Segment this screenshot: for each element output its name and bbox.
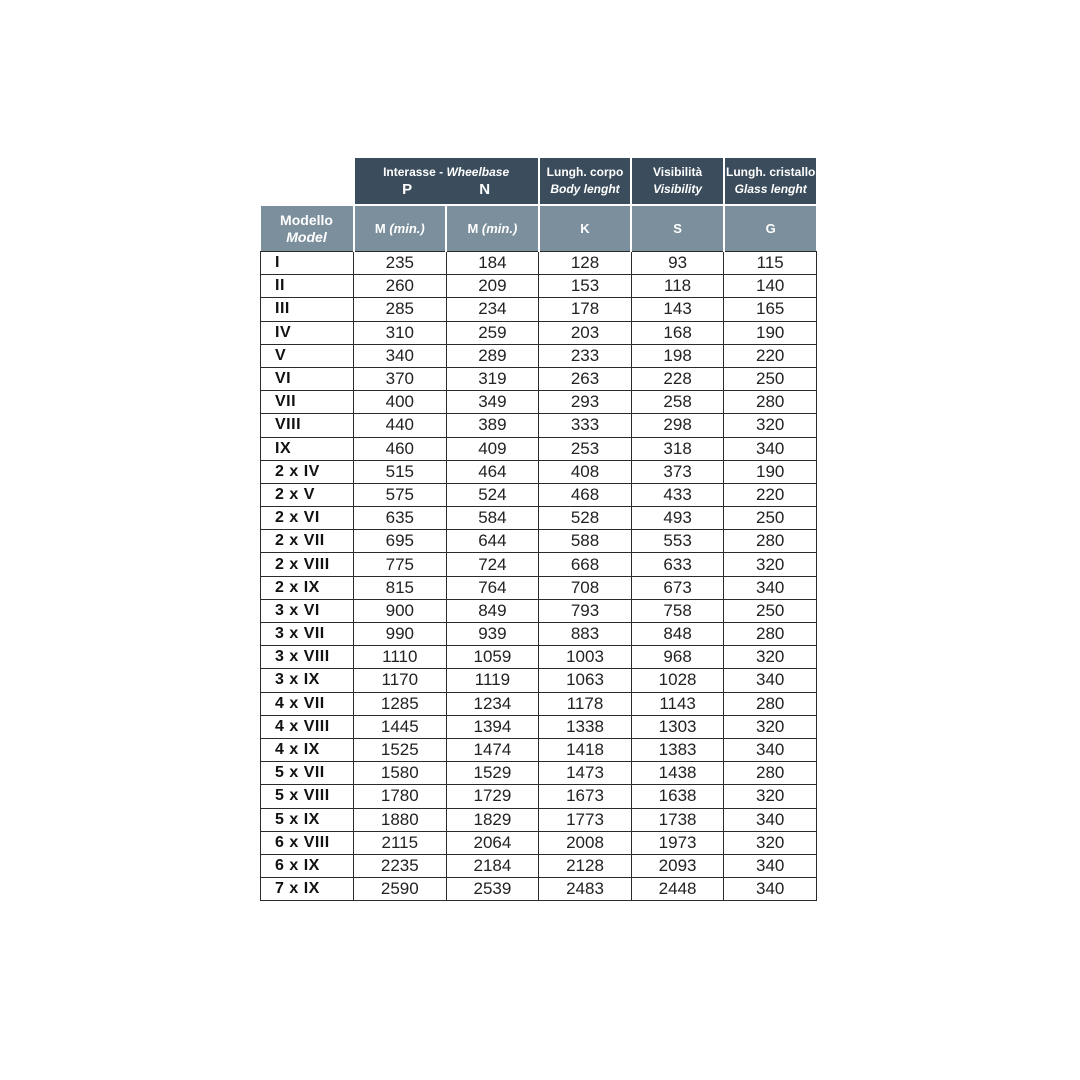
header-model (261, 205, 354, 252)
cell-model: 4 x VII (261, 692, 354, 715)
table-row (261, 553, 817, 576)
cell-m-n: 1234 (446, 692, 539, 715)
cell-s: 143 (631, 298, 724, 321)
cell-m-p: 990 (354, 623, 447, 646)
table-row (261, 391, 817, 414)
cell-m-p: 1170 (354, 669, 447, 692)
cell-model: VII (261, 391, 354, 414)
cell-m-p: 1780 (354, 785, 447, 808)
cell-m-n: 849 (446, 599, 539, 622)
table-row (261, 738, 817, 761)
cell-m-p: 440 (354, 414, 447, 437)
cell-s: 433 (631, 483, 724, 506)
cell-k: 1473 (539, 762, 632, 785)
cell-g: 320 (724, 785, 817, 808)
table-body (261, 252, 817, 901)
table-row (261, 507, 817, 530)
header-p-label: P (402, 180, 413, 198)
cell-s: 93 (631, 252, 724, 275)
cell-s: 198 (631, 344, 724, 367)
cell-m-n: 1394 (446, 715, 539, 738)
cell-m-n: 2539 (446, 878, 539, 901)
cell-model: IV (261, 321, 354, 344)
cell-g: 250 (724, 507, 817, 530)
cell-m-p: 460 (354, 437, 447, 460)
cell-k: 128 (539, 252, 632, 275)
cell-m-n: 524 (446, 483, 539, 506)
table-row (261, 437, 817, 460)
cell-model: 2 x VII (261, 530, 354, 553)
header-g: G (724, 205, 817, 252)
header-m-p-letter: M (374, 221, 390, 236)
cell-model: 5 x IX (261, 808, 354, 831)
cell-model: 7 x IX (261, 878, 354, 901)
header-vis-en: Visibility (653, 182, 703, 196)
cell-s: 1143 (631, 692, 724, 715)
cell-model: 3 x VI (261, 599, 354, 622)
table-row (261, 275, 817, 298)
header-m-n-min: (min.) (481, 221, 518, 236)
cell-k: 793 (539, 599, 632, 622)
cell-k: 408 (539, 460, 632, 483)
cell-model: II (261, 275, 354, 298)
cell-m-p: 515 (354, 460, 447, 483)
header-body-it: Lungh. corpo (546, 165, 624, 179)
cell-m-n: 939 (446, 623, 539, 646)
cell-m-n: 234 (446, 298, 539, 321)
cell-s: 633 (631, 553, 724, 576)
table-row (261, 321, 817, 344)
cell-k: 293 (539, 391, 632, 414)
cell-g: 115 (724, 252, 817, 275)
header-k: K (539, 205, 632, 252)
header-s: S (631, 205, 724, 252)
cell-model: VI (261, 367, 354, 390)
cell-s: 1383 (631, 738, 724, 761)
cell-m-n: 2184 (446, 854, 539, 877)
cell-m-p: 2590 (354, 878, 447, 901)
cell-model: 6 x IX (261, 854, 354, 877)
cell-k: 668 (539, 553, 632, 576)
cell-m-n: 209 (446, 275, 539, 298)
table-row (261, 367, 817, 390)
cell-m-p: 2115 (354, 831, 447, 854)
cell-model: I (261, 252, 354, 275)
cell-m-n: 259 (446, 321, 539, 344)
cell-k: 203 (539, 321, 632, 344)
header-vis-it: Visibilità (653, 165, 703, 179)
cell-model: 3 x IX (261, 669, 354, 692)
cell-g: 340 (724, 437, 817, 460)
cell-g: 280 (724, 623, 817, 646)
table-row (261, 854, 817, 877)
cell-s: 758 (631, 599, 724, 622)
cell-s: 258 (631, 391, 724, 414)
cell-s: 168 (631, 321, 724, 344)
cell-s: 118 (631, 275, 724, 298)
cell-model: VIII (261, 414, 354, 437)
dimensions-sheet (260, 158, 816, 901)
cell-k: 2008 (539, 831, 632, 854)
header-n-label: N (479, 180, 491, 198)
cell-s: 493 (631, 507, 724, 530)
cell-g: 340 (724, 808, 817, 831)
cell-g: 320 (724, 553, 817, 576)
header-wheelbase-label: Wheelbase (446, 164, 510, 179)
cell-m-n: 184 (446, 252, 539, 275)
header-m-p-min: (min.) (389, 221, 425, 236)
cell-m-p: 1525 (354, 738, 447, 761)
cell-m-p: 1580 (354, 762, 447, 785)
cell-g: 320 (724, 831, 817, 854)
dimensions-table (260, 158, 817, 901)
table-row (261, 344, 817, 367)
cell-m-p: 695 (354, 530, 447, 553)
header-glass-it: Lungh. cristallo (726, 165, 816, 179)
cell-m-n: 464 (446, 460, 539, 483)
cell-k: 588 (539, 530, 632, 553)
cell-model: IX (261, 437, 354, 460)
cell-m-n: 1529 (446, 762, 539, 785)
cell-g: 190 (724, 321, 817, 344)
cell-m-p: 775 (354, 553, 447, 576)
cell-k: 2483 (539, 878, 632, 901)
cell-m-p: 575 (354, 483, 447, 506)
cell-s: 1303 (631, 715, 724, 738)
cell-k: 178 (539, 298, 632, 321)
cell-m-n: 2064 (446, 831, 539, 854)
header-blank-cell (261, 158, 354, 205)
table-row (261, 831, 817, 854)
cell-s: 228 (631, 367, 724, 390)
header-body-en: Body lenght (550, 182, 620, 196)
cell-s: 2093 (631, 854, 724, 877)
cell-k: 1673 (539, 785, 632, 808)
cell-model: V (261, 344, 354, 367)
cell-g: 220 (724, 344, 817, 367)
header-glass-length (724, 158, 817, 205)
cell-k: 233 (539, 344, 632, 367)
cell-model: 4 x IX (261, 738, 354, 761)
cell-s: 373 (631, 460, 724, 483)
cell-g: 250 (724, 599, 817, 622)
cell-k: 1003 (539, 646, 632, 669)
cell-model: 2 x V (261, 483, 354, 506)
header-body-length (539, 158, 632, 205)
table-row (261, 646, 817, 669)
cell-k: 153 (539, 275, 632, 298)
cell-g: 340 (724, 878, 817, 901)
table-row (261, 623, 817, 646)
cell-model: 2 x IV (261, 460, 354, 483)
cell-m-p: 1445 (354, 715, 447, 738)
cell-m-p: 815 (354, 576, 447, 599)
header-m-n-letter: M (467, 221, 482, 236)
cell-m-p: 235 (354, 252, 447, 275)
cell-s: 968 (631, 646, 724, 669)
table-row (261, 808, 817, 831)
cell-s: 1438 (631, 762, 724, 785)
cell-m-p: 310 (354, 321, 447, 344)
cell-m-n: 644 (446, 530, 539, 553)
cell-model: 2 x VIII (261, 553, 354, 576)
cell-m-n: 389 (446, 414, 539, 437)
header-visibility (631, 158, 724, 205)
cell-k: 468 (539, 483, 632, 506)
table-row (261, 785, 817, 808)
cell-m-n: 1474 (446, 738, 539, 761)
cell-k: 708 (539, 576, 632, 599)
cell-g: 320 (724, 646, 817, 669)
cell-m-n: 289 (446, 344, 539, 367)
cell-k: 1338 (539, 715, 632, 738)
cell-m-p: 2235 (354, 854, 447, 877)
cell-s: 673 (631, 576, 724, 599)
cell-s: 1738 (631, 808, 724, 831)
header-row-groups (261, 158, 817, 205)
cell-model: 4 x VIII (261, 715, 354, 738)
cell-k: 333 (539, 414, 632, 437)
cell-model: 3 x VII (261, 623, 354, 646)
cell-s: 2448 (631, 878, 724, 901)
cell-m-n: 1829 (446, 808, 539, 831)
cell-s: 318 (631, 437, 724, 460)
cell-m-p: 635 (354, 507, 447, 530)
cell-g: 320 (724, 715, 817, 738)
table-row (261, 715, 817, 738)
cell-model: 2 x VI (261, 507, 354, 530)
cell-g: 340 (724, 854, 817, 877)
cell-model: 2 x IX (261, 576, 354, 599)
cell-g: 340 (724, 576, 817, 599)
cell-m-n: 1729 (446, 785, 539, 808)
cell-m-p: 370 (354, 367, 447, 390)
cell-m-n: 319 (446, 367, 539, 390)
cell-k: 1773 (539, 808, 632, 831)
table-row (261, 298, 817, 321)
cell-m-p: 1880 (354, 808, 447, 831)
cell-m-n: 724 (446, 553, 539, 576)
cell-model: 5 x VIII (261, 785, 354, 808)
cell-m-p: 340 (354, 344, 447, 367)
cell-s: 298 (631, 414, 724, 437)
header-interasse-label: Interasse - (383, 164, 447, 179)
cell-m-p: 285 (354, 298, 447, 321)
cell-s: 1638 (631, 785, 724, 808)
cell-model: 3 x VIII (261, 646, 354, 669)
header-m-p (354, 205, 447, 252)
table-row (261, 599, 817, 622)
header-model-en: Model (286, 228, 327, 245)
cell-m-n: 1059 (446, 646, 539, 669)
cell-k: 1063 (539, 669, 632, 692)
header-row-columns (261, 205, 817, 252)
cell-s: 553 (631, 530, 724, 553)
table-row (261, 692, 817, 715)
cell-m-p: 260 (354, 275, 447, 298)
table-row (261, 414, 817, 437)
cell-m-n: 409 (446, 437, 539, 460)
cell-g: 280 (724, 530, 817, 553)
cell-m-p: 400 (354, 391, 447, 414)
cell-g: 340 (724, 738, 817, 761)
header-wheelbase (354, 158, 539, 205)
cell-s: 848 (631, 623, 724, 646)
cell-m-n: 349 (446, 391, 539, 414)
cell-g: 340 (724, 669, 817, 692)
cell-g: 220 (724, 483, 817, 506)
cell-k: 528 (539, 507, 632, 530)
cell-g: 190 (724, 460, 817, 483)
cell-m-p: 1110 (354, 646, 447, 669)
table-row (261, 762, 817, 785)
cell-s: 1028 (631, 669, 724, 692)
cell-m-n: 584 (446, 507, 539, 530)
table-row (261, 530, 817, 553)
cell-k: 1418 (539, 738, 632, 761)
cell-k: 263 (539, 367, 632, 390)
cell-g: 280 (724, 692, 817, 715)
cell-k: 883 (539, 623, 632, 646)
cell-g: 280 (724, 391, 817, 414)
cell-m-p: 1285 (354, 692, 447, 715)
header-model-it: Modello (280, 211, 333, 228)
cell-m-n: 764 (446, 576, 539, 599)
header-glass-en: Glass lenght (734, 182, 807, 196)
table-row (261, 669, 817, 692)
cell-k: 253 (539, 437, 632, 460)
header-m-n (446, 205, 539, 252)
table-row (261, 252, 817, 275)
cell-g: 140 (724, 275, 817, 298)
cell-k: 2128 (539, 854, 632, 877)
cell-model: 6 x VIII (261, 831, 354, 854)
cell-m-n: 1119 (446, 669, 539, 692)
cell-g: 250 (724, 367, 817, 390)
cell-g: 320 (724, 414, 817, 437)
cell-g: 165 (724, 298, 817, 321)
cell-g: 280 (724, 762, 817, 785)
cell-model: III (261, 298, 354, 321)
table-row (261, 878, 817, 901)
cell-s: 1973 (631, 831, 724, 854)
cell-m-p: 900 (354, 599, 447, 622)
cell-k: 1178 (539, 692, 632, 715)
table-row (261, 576, 817, 599)
table-row (261, 460, 817, 483)
cell-model: 5 x VII (261, 762, 354, 785)
table-row (261, 483, 817, 506)
